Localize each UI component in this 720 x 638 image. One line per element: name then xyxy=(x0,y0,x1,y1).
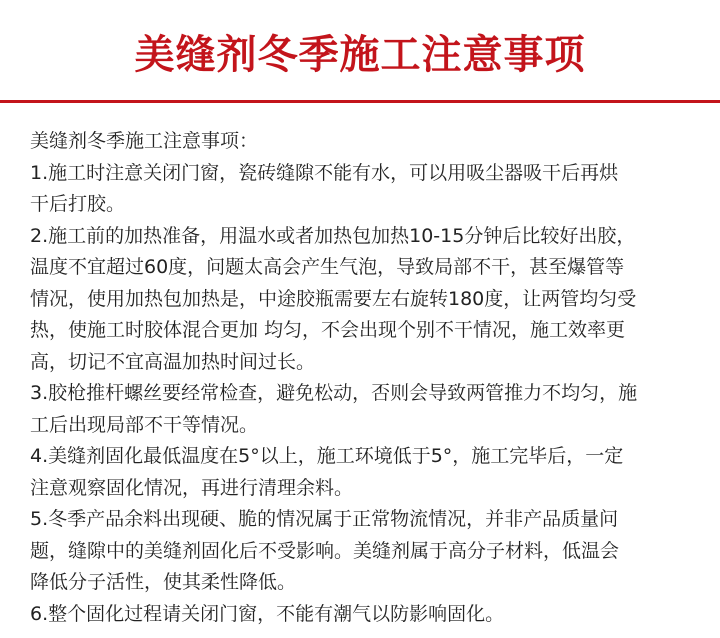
notice-line: 题，缝隙中的美缝剂固化后不受影响。美缝剂属于高分子材料，低温会 xyxy=(30,539,620,562)
notice-line: 降低分子活性，使其柔性降低。 xyxy=(30,571,297,593)
notice-line: 5.冬季产品余料出现硬、脆的情况属于正常物流情况，并非产品质量问 xyxy=(30,508,619,530)
title-divider xyxy=(0,100,720,103)
notice-line: 干后打胶。 xyxy=(30,193,126,215)
notice-line: 2.施工前的加热准备，用温水或者加热包加热10-15分钟后比较好出胶， xyxy=(30,224,636,247)
notice-line: 情况，使用加热包加热是，中途胶瓶需要左右旋转180度，让两管均匀受 xyxy=(30,287,637,310)
notice-line: 热，使施工时胶体混合更加 均匀，不会出现个别不干情况，施工效率更 xyxy=(30,319,626,341)
notice-line: 工后出现局部不干等情况。 xyxy=(30,413,259,436)
notice-line: 6.整个固化过程请关闭门窗，不能有潮气以防影响固化。 xyxy=(30,602,505,625)
notice-line: 4.美缝剂固化最低温度在5°以上，施工环境低于5°，施工完毕后，一定 xyxy=(30,445,624,467)
notice-line: 1.施工时注意关闭门窗，瓷砖缝隙不能有水，可以用吸尘器吸干后再烘 xyxy=(30,161,619,184)
notice-line: 温度不宜超过60度，问题太高会产生气泡，导致局部不干，甚至爆管等 xyxy=(30,256,625,278)
page-header xyxy=(0,0,720,100)
notice-heading: 美缝剂冬季施工注意事项： xyxy=(30,130,259,152)
notice-line: 注意观察固化情况，再进行清理余料。 xyxy=(30,476,354,499)
notice-body xyxy=(30,126,700,630)
notice-line: 高，切记不宜高温加热时间过长。 xyxy=(30,350,316,373)
notice-line: 3.胶枪推杆螺丝要经常检查，避免松动，否则会导致两管推力不均匀，施 xyxy=(30,382,638,404)
page-title: 美缝剂冬季施工注意事项 xyxy=(134,32,586,78)
